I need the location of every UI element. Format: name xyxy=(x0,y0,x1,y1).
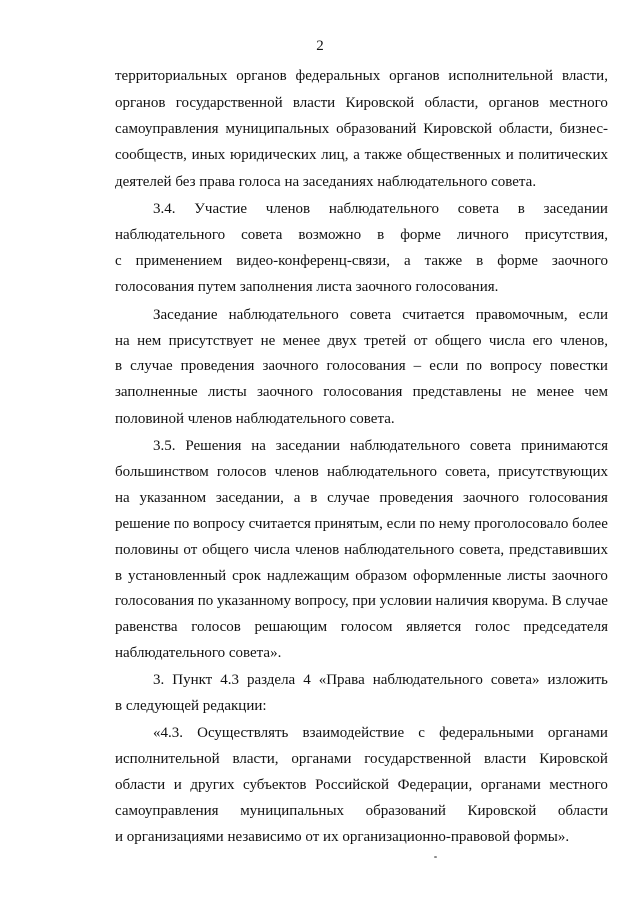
word: Российской xyxy=(315,777,390,793)
word: по xyxy=(466,358,482,374)
word: указанном xyxy=(139,490,207,506)
word: совета xyxy=(457,201,499,217)
word: равенства xyxy=(115,619,178,635)
word: и xyxy=(173,777,182,793)
word: наблюдательного xyxy=(372,672,483,688)
word: случае xyxy=(130,358,173,374)
word: более xyxy=(572,516,608,532)
word: заседании xyxy=(275,438,341,454)
word: принятым, xyxy=(314,516,383,532)
word: присутствующих xyxy=(498,464,608,480)
text-line xyxy=(115,120,608,138)
word: органами xyxy=(480,777,541,793)
word: голосов xyxy=(191,619,241,635)
word: власти, xyxy=(232,751,279,767)
word: Кировской xyxy=(539,751,608,767)
word: по xyxy=(173,516,190,532)
word: по xyxy=(197,593,214,609)
word: а xyxy=(403,253,411,269)
text-line xyxy=(153,437,608,455)
word: правомочным, xyxy=(475,307,568,323)
word: заочного xyxy=(256,384,314,400)
word: голосования xyxy=(528,490,608,506)
word: органов xyxy=(115,95,166,111)
word: кворума. xyxy=(491,593,549,609)
word: в xyxy=(377,227,385,243)
word: бизнес- xyxy=(559,121,608,137)
word: членов xyxy=(294,542,340,558)
word: «4.3. xyxy=(153,725,183,741)
word: установленный xyxy=(127,568,227,584)
word: заочного xyxy=(462,490,520,506)
word: на xyxy=(115,490,130,506)
word: вопросу, xyxy=(294,593,349,609)
text-line xyxy=(115,332,608,350)
word: муниципальных xyxy=(225,121,330,137)
word: власти xyxy=(484,751,527,767)
text-line xyxy=(115,226,608,244)
word: проведения xyxy=(180,358,255,374)
word: юридических xyxy=(230,147,317,163)
word: наблюдательного xyxy=(326,464,438,480)
word: 3.5. xyxy=(153,438,176,454)
word: сообществ, xyxy=(115,147,187,163)
word: вопросу xyxy=(489,358,542,374)
word: органами xyxy=(547,725,608,741)
word: с xyxy=(418,725,425,741)
word: голос xyxy=(474,619,510,635)
text-line xyxy=(115,515,608,533)
word: исполнительной xyxy=(448,68,554,84)
word: Кировской xyxy=(423,121,493,137)
word: взаимодействие xyxy=(302,725,405,741)
word: решающим xyxy=(254,619,328,635)
text-line xyxy=(153,724,608,742)
word: 3. xyxy=(153,672,165,688)
word: других xyxy=(190,777,235,793)
word: листы xyxy=(207,384,247,400)
word: считается xyxy=(402,307,465,323)
word: срок xyxy=(232,568,262,584)
word: случае xyxy=(327,490,370,506)
word: форме xyxy=(400,227,441,243)
word: в xyxy=(115,358,123,374)
word: председателя xyxy=(523,619,608,635)
word: общественных xyxy=(406,147,502,163)
word: наблюдательного xyxy=(115,227,226,243)
word: условии xyxy=(379,593,432,609)
word: области, xyxy=(424,95,479,111)
text-line xyxy=(153,306,608,324)
word: В xyxy=(551,593,562,609)
word: местного xyxy=(549,95,608,111)
word: и xyxy=(505,147,514,163)
word: нем xyxy=(137,333,162,349)
word: также xyxy=(424,253,463,269)
word: органов xyxy=(488,95,540,111)
word: раздела xyxy=(246,672,296,688)
word: является xyxy=(406,619,462,635)
text-line xyxy=(115,592,608,610)
word: самоуправления xyxy=(115,803,219,819)
word: личного xyxy=(456,227,509,243)
word: Кировской xyxy=(345,95,415,111)
word: 3.4. xyxy=(153,201,176,217)
text-line: голосования путем заполнения листа заочного голосования. xyxy=(115,279,499,295)
word: заполненные xyxy=(115,384,198,400)
word: повестки xyxy=(549,358,608,374)
text-line xyxy=(115,252,608,270)
word: образований xyxy=(336,121,417,137)
word: совета» xyxy=(490,672,540,688)
word: Участие xyxy=(194,201,248,217)
text-line xyxy=(115,541,608,559)
word: присутствия, xyxy=(524,227,608,243)
word: 4 xyxy=(303,672,311,688)
word: принимаются xyxy=(521,438,608,454)
word: возможно xyxy=(298,227,362,243)
text-line xyxy=(115,94,608,112)
word: форме xyxy=(497,253,538,269)
text-line xyxy=(115,618,608,636)
word: менее xyxy=(536,384,575,400)
word: менее xyxy=(282,333,321,349)
word: образом xyxy=(355,568,408,584)
word: изложить xyxy=(547,672,608,688)
word: на xyxy=(115,333,130,349)
word: в xyxy=(115,568,123,584)
word: применением xyxy=(135,253,223,269)
scan-speck xyxy=(434,856,437,858)
word: заседании, xyxy=(215,490,284,506)
word: от xyxy=(413,333,428,349)
text-line xyxy=(115,750,608,768)
word: числа xyxy=(488,333,526,349)
word: а xyxy=(293,490,301,506)
word: территориальных xyxy=(115,68,228,84)
word: иных xyxy=(191,147,226,163)
text-line xyxy=(115,463,608,481)
text-line: половиной членов наблюдательного совета. xyxy=(115,411,395,427)
word: вопросу xyxy=(193,516,245,532)
word: наблюдательного xyxy=(349,438,461,454)
word: органами xyxy=(291,751,352,767)
word: голосом xyxy=(340,619,393,635)
word: надлежащим xyxy=(266,568,350,584)
text-line xyxy=(115,567,608,585)
word: голосов xyxy=(216,464,267,480)
word: Осуществлять xyxy=(197,725,289,741)
word: государственной xyxy=(175,95,283,111)
text-line xyxy=(153,671,608,689)
word: наблюдательного xyxy=(328,201,439,217)
word: в xyxy=(476,253,484,269)
text-line xyxy=(115,776,608,794)
word: политических xyxy=(518,147,608,163)
word: считается xyxy=(248,516,311,532)
word: членов xyxy=(274,464,319,480)
word: на xyxy=(251,438,266,454)
word: федеральными xyxy=(439,725,534,741)
word: решение xyxy=(115,516,171,532)
word: членов xyxy=(265,201,311,217)
text-line xyxy=(153,200,608,218)
text-line: деятелей без права голоса на заседаниях наблюдательного совета. xyxy=(115,174,537,190)
word: совета, xyxy=(445,464,491,480)
word: не xyxy=(511,384,527,400)
word: присутствует xyxy=(168,333,254,349)
word: власти, xyxy=(561,68,608,84)
word: «Права xyxy=(318,672,365,688)
word: оформленные xyxy=(412,568,502,584)
word: заочного xyxy=(262,358,319,374)
word: наблюдательного xyxy=(344,542,455,558)
text-line xyxy=(115,383,608,401)
word: Пункт xyxy=(172,672,213,688)
word: Федерации, xyxy=(397,777,473,793)
word: от xyxy=(183,542,198,558)
word: 4.3 xyxy=(220,672,239,688)
text-line xyxy=(115,357,608,375)
word: половины xyxy=(115,542,179,558)
page-number: 2 xyxy=(316,38,324,54)
word: совета xyxy=(241,227,283,243)
word: Решения xyxy=(185,438,242,454)
word: – xyxy=(413,358,422,374)
word: общего xyxy=(434,333,482,349)
text-line xyxy=(115,67,608,85)
word: совета, xyxy=(459,542,505,558)
word: исполнительной xyxy=(115,751,220,767)
word: в xyxy=(517,201,525,217)
word: указанному xyxy=(216,593,291,609)
word: с xyxy=(115,253,122,269)
word: чем xyxy=(584,384,608,400)
word: наблюдательного xyxy=(228,307,339,323)
word: самоуправления xyxy=(115,121,219,137)
word: числа xyxy=(253,542,291,558)
text-line: наблюдательного совета». xyxy=(115,645,282,661)
word: государственной xyxy=(364,751,472,767)
word: муниципальных xyxy=(240,803,345,819)
word: власти xyxy=(292,95,336,111)
word: образований xyxy=(365,803,446,819)
text-line xyxy=(115,802,608,820)
word: проведения xyxy=(379,490,454,506)
word: видео-конференц-связи, xyxy=(236,253,390,269)
word: органов xyxy=(389,68,440,84)
text-line xyxy=(115,146,608,164)
word: совета xyxy=(469,438,512,454)
word: листы xyxy=(507,568,547,584)
word: голосования xyxy=(115,593,195,609)
word: представивших xyxy=(509,542,608,558)
word: по xyxy=(419,516,436,532)
word: не xyxy=(260,333,276,349)
word: также xyxy=(364,147,403,163)
text-line: в следующей редакции: xyxy=(115,698,267,714)
word: большинством xyxy=(115,464,209,480)
word: если xyxy=(386,516,416,532)
word: органов xyxy=(236,68,287,84)
text-line xyxy=(115,489,608,507)
word: общего xyxy=(202,542,249,558)
word: третей xyxy=(364,333,407,349)
word: области xyxy=(115,777,166,793)
word: области, xyxy=(498,121,553,137)
word: случае xyxy=(565,593,608,609)
word: голосования xyxy=(323,384,403,400)
word: наличия xyxy=(435,593,489,609)
word: заочного xyxy=(551,253,608,269)
word: при xyxy=(352,593,376,609)
word: членов, xyxy=(559,333,608,349)
word: двух xyxy=(327,333,357,349)
word: если xyxy=(578,307,608,323)
word: Заседание xyxy=(153,307,218,323)
word: совета xyxy=(349,307,392,323)
word: нему xyxy=(438,516,471,532)
word: заочного xyxy=(551,568,608,584)
word: области xyxy=(557,803,608,819)
word: в xyxy=(310,490,318,506)
word: представлены xyxy=(412,384,502,400)
word: местного xyxy=(549,777,608,793)
word: а xyxy=(353,147,360,163)
word: проголосовало xyxy=(474,516,569,532)
word: заседании xyxy=(543,201,608,217)
word: его xyxy=(532,333,553,349)
word: субъектов xyxy=(243,777,307,793)
word: Кировской xyxy=(467,803,537,819)
word: федеральных xyxy=(295,68,381,84)
word: если xyxy=(429,358,459,374)
text-line: и организациями независимо от их организационно-правовой формы». xyxy=(115,829,570,845)
word: лиц, xyxy=(321,147,349,163)
word: голосования xyxy=(326,358,406,374)
